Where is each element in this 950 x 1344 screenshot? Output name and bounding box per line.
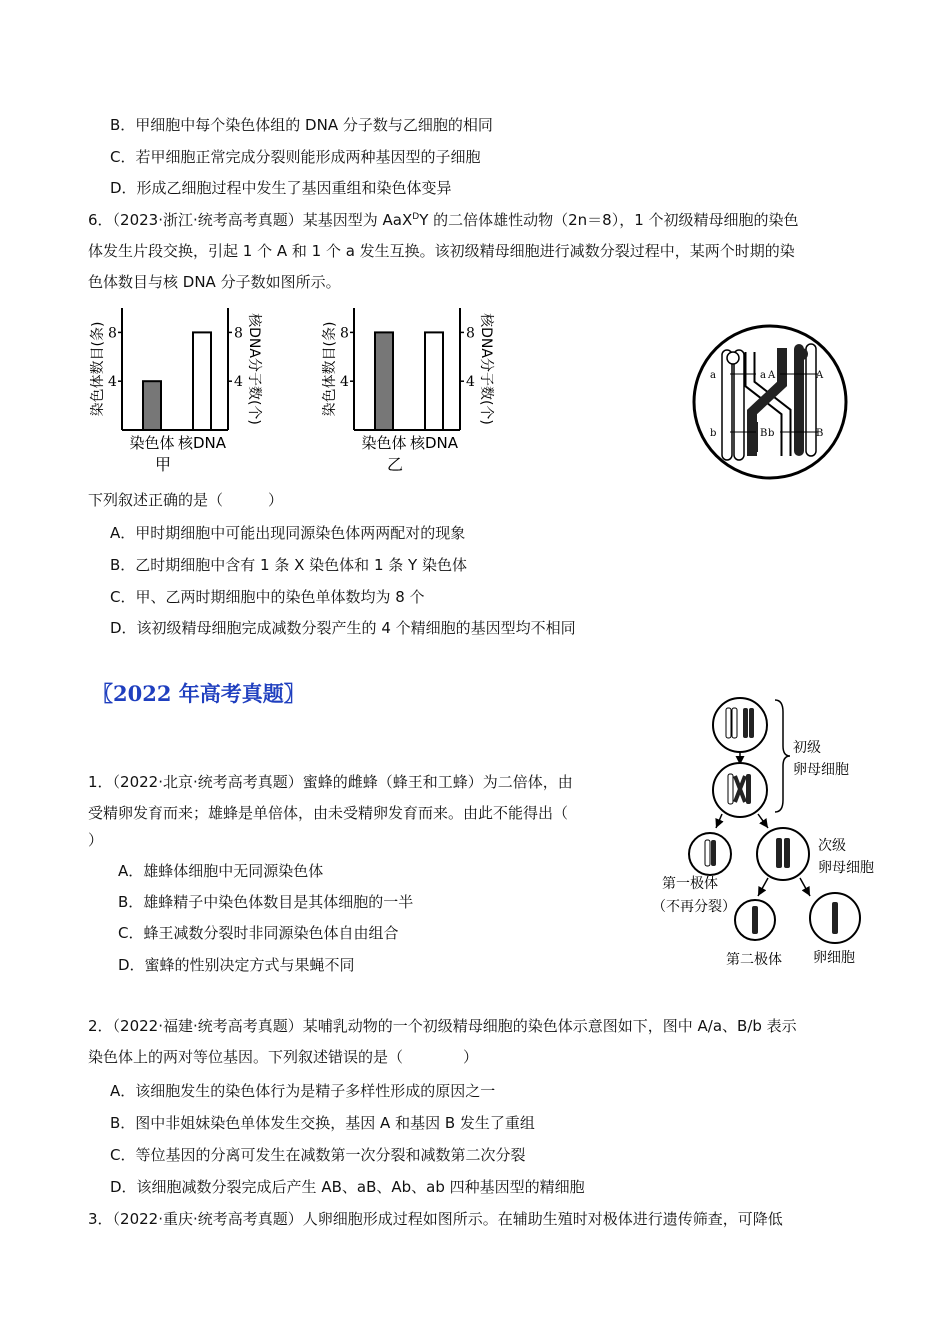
- q5-option-d: D．形成乙细胞过程中发生了基因重组和染色体变异: [110, 179, 452, 197]
- label-secondary-1: 次级: [818, 838, 846, 854]
- chart-jia: [80, 300, 260, 480]
- q1-option-d: D．蜜蜂的性别决定方式与果蝇不同: [118, 956, 355, 974]
- q2-stem-line2: 染色体上的两对等位基因。下列叙述错误的是（ ）: [88, 1048, 479, 1066]
- bar-chromosome: [143, 381, 161, 430]
- label-second-polar: 第二极体: [726, 952, 782, 968]
- tick-label-right: 8: [466, 325, 475, 342]
- category-label: 染色体: [361, 434, 407, 452]
- y-label-right: 核DNA分子数(个): [246, 313, 262, 425]
- bar-dna: [193, 332, 211, 430]
- section-heading: 〖2022 年高考真题〗: [92, 681, 305, 706]
- oocyte-formation-diagram: [650, 690, 900, 975]
- q6-option-b: B．乙时期细胞中含有 1 条 X 染色体和 1 条 Y 染色体: [110, 556, 467, 574]
- chart-title: 甲: [154, 455, 172, 474]
- q6-option-a: A．甲时期细胞中可能出现同源染色体两两配对的现象: [110, 524, 466, 542]
- tick-label-right: 4: [466, 374, 475, 391]
- gene-label: b: [710, 428, 717, 439]
- tick-label-right: 4: [234, 374, 243, 391]
- y-label-right: 核DNA分子数(个): [478, 313, 494, 425]
- q1-option-c: C．蜂王减数分裂时非同源染色体自由组合: [118, 924, 399, 942]
- label-primary-2: 卵母细胞: [793, 762, 849, 778]
- q1-stem-line1: 1．（2022·北京·统考高考真题）蜜蜂的雌蜂（蜂王和工蜂）为二倍体，由: [88, 773, 573, 791]
- q6-stem-line3: 色体数目与核 DNA 分子数如图所示。: [88, 273, 341, 291]
- bar-chromosome: [375, 332, 393, 430]
- bar-dna: [425, 332, 443, 430]
- q6-option-c: C．甲、乙两时期细胞中的染色单体数均为 8 个: [110, 588, 425, 606]
- gene-label: A: [768, 370, 776, 381]
- q1-stem-line2: 受精卵发育而来；雄蜂是单倍体，由未受精卵发育而来。由此不能得出（: [88, 804, 569, 822]
- tick-label-left: 8: [108, 325, 117, 342]
- q6-stem-line1: 6．（2023·浙江·统考高考真题）某基因型为 AaX$^D$Y 的二倍体雄性动物（2n＝8），1 个初级精母细胞的染色: [88, 211, 799, 229]
- y-label-left: 染色体数目(条): [90, 321, 106, 417]
- tick-label-right: 8: [234, 325, 243, 342]
- tick-label-left: 8: [340, 325, 349, 342]
- label-first-polar-2: （不再分裂）: [652, 899, 736, 915]
- q6-question: 下列叙述正确的是（ ）: [88, 491, 284, 509]
- category-label: 染色体: [129, 434, 175, 452]
- q6-stem-line2: 体发生片段交换，引起 1 个 A 和 1 个 a 发生互换。该初级精母细胞进行减数分裂过程中，某两个时期的染: [88, 242, 795, 260]
- category-label: 核DNA: [177, 434, 227, 452]
- q2-option-d: D．该细胞减数分裂完成后产生 AB、aB、Ab、ab 四种基因型的精细胞: [110, 1178, 585, 1196]
- category-label: 核DNA: [409, 434, 459, 452]
- q6-option-d: D．该初级精母细胞完成减数分裂产生的 4 个精细胞的基因型均不相同: [110, 619, 576, 637]
- label-first-polar-1: 第一极体: [662, 876, 718, 892]
- gene-label: a: [760, 370, 766, 381]
- y-label-left: 染色体数目(条): [322, 321, 338, 417]
- q2-option-a: A．该细胞发生的染色体行为是精子多样性形成的原因之一: [110, 1082, 496, 1100]
- label-primary-1: 初级: [793, 740, 821, 756]
- chart-title: 乙: [386, 455, 404, 474]
- q2-option-b: B．图中非姐妹染色单体发生交换，基因 A 和基因 B 发生了重组: [110, 1114, 535, 1132]
- tick-label-left: 4: [108, 374, 117, 391]
- q1-stem-line3: ）: [88, 831, 104, 849]
- q5-option-b: B．甲细胞中每个染色体组的 DNA 分子数与乙细胞的相同: [110, 116, 493, 134]
- chart-yi: [312, 300, 492, 480]
- gene-label: a: [710, 370, 716, 381]
- q3-stem-line1: 3．（2022·重庆·统考高考真题）人卵细胞形成过程如图所示。在辅助生殖时对极体进行遗传筛查，可降低: [88, 1210, 783, 1228]
- chromosome-crossover-diagram: [690, 322, 850, 482]
- q1-option-b: B．雄蜂精子中染色体数目是其体细胞的一半: [118, 893, 414, 911]
- label-egg: 卵细胞: [813, 950, 855, 966]
- q2-stem-line1: 2．（2022·福建·统考高考真题）某哺乳动物的一个初级精母细胞的染色体示意图如下，图中 A/a、B/b 表示: [88, 1017, 797, 1035]
- label-secondary-2: 卵母细胞: [818, 860, 874, 876]
- q2-option-c: C．等位基因的分离可发生在减数第一次分裂和减数第二次分裂: [110, 1146, 526, 1164]
- gene-label: A: [816, 370, 824, 381]
- q5-option-c: C．若甲细胞正常完成分裂则能形成两种基因型的子细胞: [110, 148, 481, 166]
- tick-label-left: 4: [340, 374, 349, 391]
- gene-label: B: [760, 428, 768, 439]
- gene-label: B: [816, 428, 824, 439]
- q1-option-a: A．雄蜂体细胞中无同源染色体: [118, 862, 324, 880]
- gene-label: b: [768, 428, 775, 439]
